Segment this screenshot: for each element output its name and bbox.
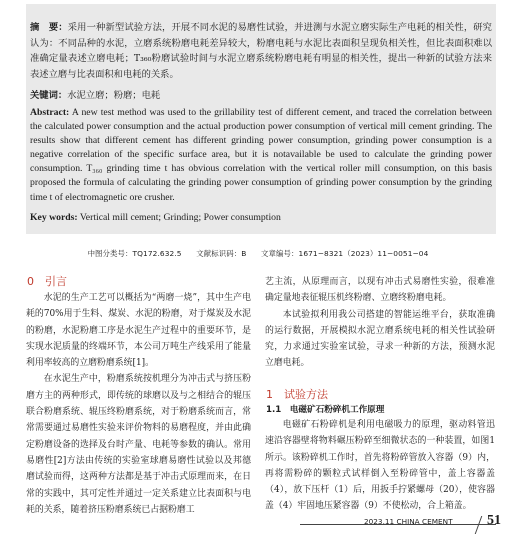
footer-divider: [475, 516, 483, 534]
section-intro-title: 0 引言: [27, 275, 67, 288]
keywords-cn: [30, 89, 492, 102]
keywords-en-text: Vertical mill cement; Grinding; Power consumption: [77, 212, 281, 223]
abstract-cn-text: 采用一种新型试验方法，开展不同水泥的易磨性试验，并进测与水泥立磨实际生产电耗的相关性，研究认为：不同品种的水泥，立磨系统粉磨电耗差异较大，粉磨电耗与水泥比表面积呈现负相关性，但比表面积难以准确定量表述立磨电耗；T₃₆₀粉磨试验时间与水泥立磨系统粉磨电耗有明显的相关性，提出一种新的试验方法来表述立磨与比表面积和电耗的关系。: [30, 22, 492, 80]
abstract-en-label: Abstract:: [30, 107, 70, 118]
method-paragraph: 电磁矿石粉碎机是利用电磁吸力的原理，驱动料管迅速沿容器壁将物料碾压粉碎至细微状态的一种装置，如图1所示。该粉碎机工作时，首先将粉碎管放入容器（9）内，再将需粉碎的颗粒式试样倒入至粉碎管中，盖上容器盖（4），放下压杆（1）后，用扳手拧紧螺母（20），使容器盖（4）牢固地压紧容器（9）不使松动，合上箱盖。: [265, 420, 495, 512]
intro-paragraph-1: 水泥的生产工艺可以概括为“两磨一烧”，其中生产电耗的70%用于生料、煤炭、水泥的粉磨，对于煤炭及水泥的粉磨，水泥粉磨工序是水泥生产过程中的重要环节，是实现水泥质量的终端环节，本公司万吨生产线采用了能量利用率较高的立磨粉磨系统[1]。: [26, 293, 251, 369]
keywords-cn-label: 关键词：: [30, 90, 68, 101]
intro-paragraph-4: 本试验拟利用我公司搭建的智能运维平台，获取准确的运行数据，开展模拟水泥立磨系统电耗的相关性试验研究，力求通过实验室试验，寻求一种新的方法，预测水泥立磨电耗。: [265, 309, 495, 369]
left-column: [26, 290, 251, 518]
footer-journal: 2023.11 CHINA CEMENT: [364, 517, 453, 526]
abstract-cn-label: 摘 要：: [30, 22, 68, 33]
keywords-cn-text: 水泥立磨；粉磨；电耗: [67, 90, 161, 101]
keywords-en-label: Key words:: [30, 212, 78, 223]
method-column: [265, 417, 495, 515]
intro-paragraph-2: 在水泥生产中，粉磨系统按机理分为冲击式与挤压粉磨方主的两种形式，即传统的球磨以及与之相结合的辊压联合粉磨系统、辊压终粉磨系统，对于粉磨系统而言，常常需要通过易磨性实验来评价物料的易磨程度，并由此确定粉磨设备的选择及台时产量、电耗等参数的确认。常用易磨性[2]方法由传统的实验室球磨易磨性试验以及邦德磨试验而得，这两种方法都是基于冲击式原理而来，在日常的实践中，其可定性并通过一定关系建立比表面积与电耗的关系，随着挤压粉磨系统已占据粉磨工: [26, 374, 251, 515]
abstract-cn: [30, 20, 492, 82]
subsection-title: 1.1 电磁矿石粉碎机工作原理: [266, 405, 385, 415]
classification-line: 中图分类号：TQ172.632.5 文献标识码：B 文章编号：1671−8321（2023）11−0051−04: [87, 249, 429, 258]
abstract-en: [30, 106, 492, 205]
page-number: 51: [487, 513, 501, 528]
right-column: [265, 274, 495, 372]
abstract-en-text: A new test method was used to the grillability test of different cement, and traced the correlation between the calculated power consumption and the actual production power consumption of vertical mill cement grinding. The results show that different cement has different grinding power consumption, grinding power consumption is a negative correlation of the specific surface area, but it is notavailable be used to calculate the grinding power consumption. T₃₆₀ grinding time t has obvious correlation with the vertical roller mill consumption, on this basis proposed the formula of calculating the grinding power consumption of grinding power consumption by the grinding time t of electromagnetic ore crusher.: [30, 107, 492, 203]
keywords-en: [30, 211, 492, 224]
intro-paragraph-3: 艺主流，从原理而言，以现有冲击式易磨性实验，很难准确定量地表征辊压机终粉磨、立磨终粉磨电耗。: [265, 277, 495, 304]
section-method-title: 1 试验方法: [266, 388, 328, 401]
